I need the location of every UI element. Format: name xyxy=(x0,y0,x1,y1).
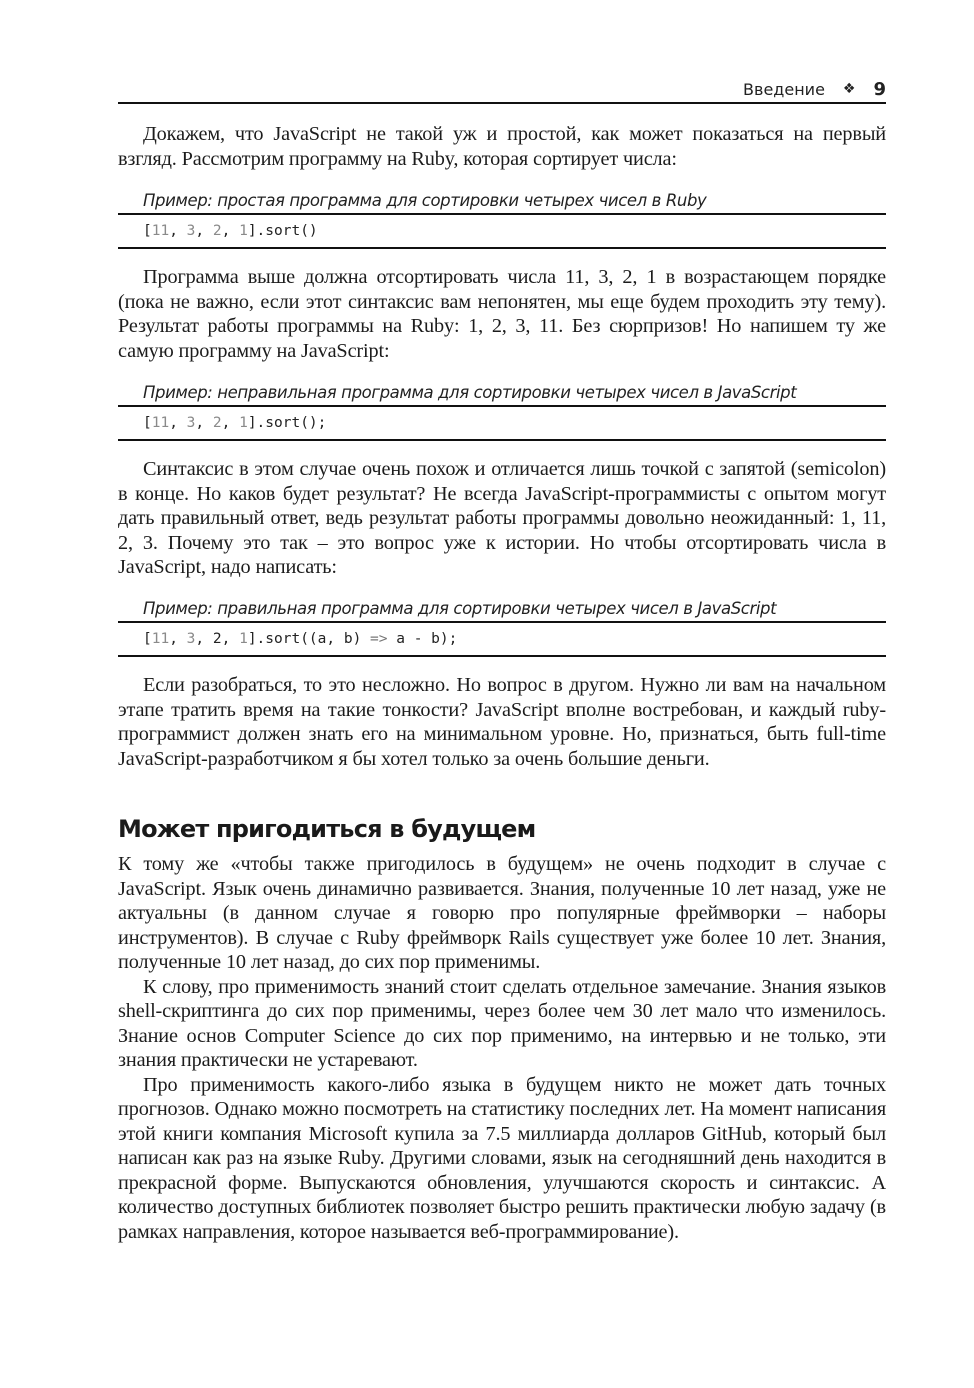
code-token: , xyxy=(221,631,240,647)
code-number: 3 xyxy=(186,415,196,431)
paragraph-1: Докажем, что JavaScript не такой уж и простой, как может показаться на первый взгляд. Рассмотрим программу на Ruby, которая сортирует числа: xyxy=(118,123,886,170)
example-1 xyxy=(118,189,886,249)
code-number: 2 xyxy=(212,223,222,239)
code-token: , xyxy=(169,631,187,647)
code-number: 1 xyxy=(239,415,248,431)
paragraph-4: Если разобраться, то это несложно. Но вопрос в другом. Нужно ли вам на начальном этапе тратить время на такие тонкости? JavaScript вполне востребован, и каждый ruby-программист должен знать его на минимальном уровне. Но, признаться, быть full-time JavaScript-разработчиком я бы хотел только за очень большие деньги. xyxy=(118,674,886,770)
code-token: [ xyxy=(143,631,152,647)
paragraph-1-block xyxy=(118,122,886,171)
code-number: 3 xyxy=(186,223,196,239)
code-token: , xyxy=(221,223,240,239)
code-token: , xyxy=(195,631,213,647)
code-number: 1 xyxy=(239,223,248,239)
paragraph-7: Про применимость какого-либо языка в будущем никто не может дать точных прогнозов. Однако можно посмотреть на статистику последних лет. На момент написания этой книги компания Microsoft купила за 7.5 миллиарда долларов GitHub, который был написан как раз на языке Ruby. Другими словами, язык на сегодняшний день находится в прекрасной форме. Выпускаются обновления, улучшаются скорость и синтаксис. А количество доступных библиотек позволяет быстро решить практически любую задачу (в рамках направления, которое называется веб-программирование). xyxy=(118,1073,886,1243)
paragraph-5-block xyxy=(118,852,886,1244)
code-token: ].sort(); xyxy=(247,415,327,431)
paragraph-2-block xyxy=(118,265,886,363)
running-header xyxy=(743,78,886,100)
header-rule xyxy=(118,102,886,104)
code-token: ].sort() xyxy=(247,223,318,239)
paragraph-6: К слову, про применимость знаний стоит сделать отдельное замечание. Знания языков shell-скриптинга до сих пор применимы, через более чем 30 лет мало что изменилось. Знание основ Computer Science до сих пор применимо, на интервью и не только, эти знания практически не устаревают. xyxy=(118,975,886,1071)
code-token: [ xyxy=(143,223,152,239)
example-1-caption: Пример: простая программа для сортировки четырех чисел в Ruby xyxy=(143,191,707,210)
code-token: ].sort((a, b) xyxy=(247,631,371,647)
code-number: 2 xyxy=(212,631,222,647)
example-2 xyxy=(118,381,886,441)
code-token: , xyxy=(169,223,187,239)
paragraph-5: К тому же «чтобы также пригодилось в будущем» не очень подходит в случае с JavaScript. Язык очень динамично развивается. Знания, полученные 10 лет назад, уже не актуальны (в данном случае я говорю про популярные фреймворки – наборы инструментов). В случае с Ruby фреймворк Rails существует уже более 10 лет. Знания, полученные 10 лет назад, до сих пор применимы. xyxy=(118,853,886,973)
section-heading-block xyxy=(118,815,886,843)
example-1-code xyxy=(118,213,886,249)
code-number: 3 xyxy=(186,631,196,647)
example-2-caption: Пример: неправильная программа для сортировки четырех чисел в JavaScript xyxy=(143,383,797,402)
paragraph-3-block xyxy=(118,457,886,580)
code-arrow: => xyxy=(370,631,388,647)
paragraph-2: Программа выше должна отсортировать числа 11, 3, 2, 1 в возрастающем порядке (пока не важно, если этот синтаксис вам непонятен, мы еще будем проходить эту тему). Результат работы программы на Ruby: 1, 2, 3, 11. Без сюрпризов! Но напишем ту же самую программу на JavaScript: xyxy=(118,266,886,362)
code-number: 1 xyxy=(239,631,248,647)
paragraph-4-block xyxy=(118,673,886,771)
example-3-caption: Пример: правильная программа для сортировки четырех чисел в JavaScript xyxy=(143,599,777,618)
example-3-code xyxy=(118,621,886,657)
code-number: 11 xyxy=(151,415,170,431)
section-title: Введение xyxy=(743,79,825,99)
example-3 xyxy=(118,597,886,657)
code-token: , xyxy=(169,415,187,431)
paragraph-3: Синтаксис в этом случае очень похож и отличается лишь точкой с запятой (semicolon) в конце. Но каков будет результат? Не всегда JavaScript-программисты с опытом могут дать правильный ответ, ведь результат работы программы довольно неожиданный: 1, 11, 2, 3. Почему это так – это вопрос уже к истории. Но чтобы отсортировать числа в JavaScript, надо написать: xyxy=(118,458,886,578)
section-heading: Может пригодиться в будущем xyxy=(118,815,536,843)
code-token: , xyxy=(195,415,213,431)
code-number: 11 xyxy=(151,631,170,647)
code-number: 11 xyxy=(151,223,170,239)
example-2-code xyxy=(118,405,886,441)
code-token: a - b); xyxy=(387,631,458,647)
code-number: 2 xyxy=(212,415,222,431)
code-token: , xyxy=(221,415,240,431)
code-token: , xyxy=(195,223,213,239)
page-number: 9 xyxy=(873,78,886,100)
code-token: [ xyxy=(143,415,152,431)
ornament-icon: ❖ xyxy=(842,81,856,97)
